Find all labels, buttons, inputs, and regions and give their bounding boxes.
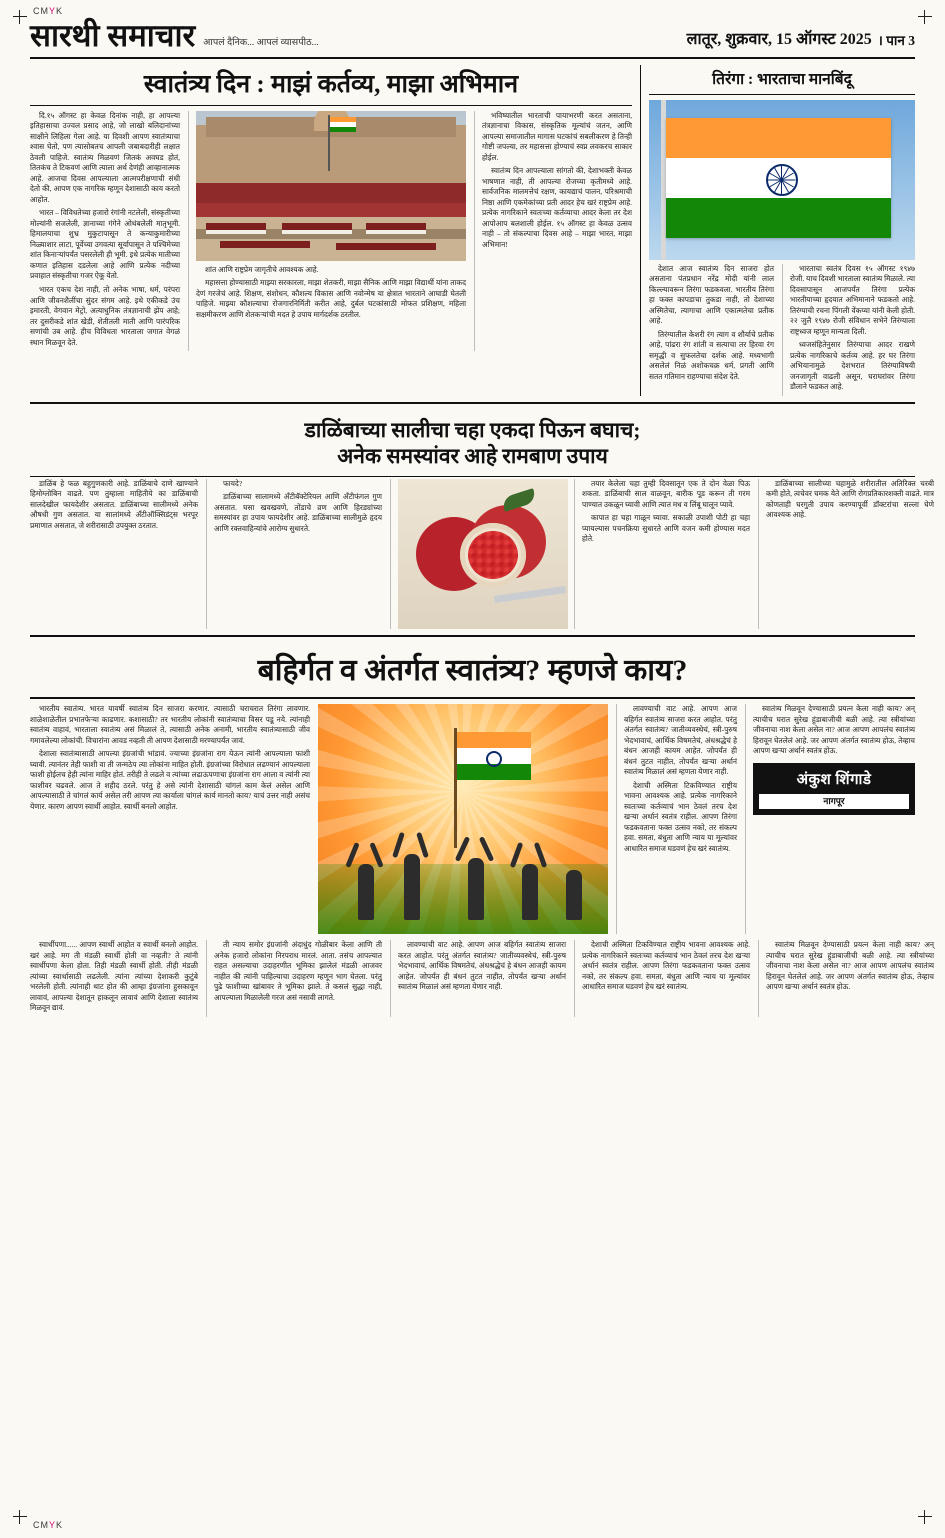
main-bottom-col-3: लावण्याची वाट आहे. आपण आज बहिर्गत स्वातंत्र्य साजरा करत आहोत. परंतु अंतर्गत स्वातंत्र्य? जातीव्यवस्थेचं, स्त्री-पुरुष भेदभावाचं, आर्थिक विषमतेचं, अंधश्रद्धेचं हे बंधन आजही कायम आहेत. जोपर्यंत ही बंधनं तुटत नाहीत, तोपर्यंत खऱ्या अर्थानं स्वातंत्र्य मिळालं असं म्हणता येणार नाही. (390, 940, 566, 1017)
tiranga-headline: तिरंगा : भारताचा मानबिंदू (712, 71, 852, 88)
lead-column-2: शांत आणि राष्ट्रप्रेम जागृतीचे आवश्यक आहे. महासत्ता होण्यासाठी माझ्या सरकारला, माझा शेतकरी, माझा सैनिक आणि माझा विद्यार्थी यांना ताकद देणं गरजेचं आहे. शिक्षण, संशोधन, कौशल्य विकास आणि नवोन्मेष या क्षेत्रात भारताने आघाडी घेतली पाहिजे. माझ्या कौशल्याचा रोजगारनिर्मिती करीत आहे, दुर्बल घटकांसाठी मोफत प्रशिक्षण, महिला सक्षमीकरण आणि शेतकऱ्यांची मदत हे उपाय मार्गदर्शक ठरतील. (188, 111, 466, 351)
main-column-1: भारतीय स्वातंत्र्य. भारत यावर्षी स्वातंत्र्य दिन साजरा करणार. त्यासाठी चराचरात तिरंगा लावणार. शाळेशाळेतील प्रभातफेऱ्या काढणार. कशासाठी? तर भारतीय लोकांनी स्वातंत्र्याचा विसर पडू नये. त्यांनाही स्वातंत्र्य वाहावं, भारताला स्वातंत्र्य असं मिळालं ते, त्यासाठी अनेक अनामी, भारतीय स्वातंत्र्यासाठी जीव गमावलेल्या लोकांची. विचारांना आवड नव्हती ती आपण देशासाठी मरण्यापर्यंत जावं. देशाला स्वातंत्र्यासाठी आपल्या इंग्रजांची भांडावं. ज्याच्या इंग्रजांना राग येऊन त्यांनी आपल्याला फाशी घ्यावी. त्यानंतर तेही फाशी वा ती जन्मठेप त्या लोकांना माहित होती. इंग्रजांच्या विरोधात लढण्यानं आपल्याला फाशी होईलच हेही त्यांना माहिर होतं. तरीही ते लढले व त्यांच्या लढाऊपणाचा इंग्रजांना राग आला व त्यांनी त्या फाशीवर चढवले. आज ते शहीद ठरले. परंतु हे असे त्यांनी देशासाठी चांगलं काम केलं असेल आणि आपल्यासाठी ते चांगलं कार्य असेल तरी आपण त्या कार्याला चांगलं कार्य मानतो काय? याचं उत्तर नाही असंच येणार. कारण आपण स्वार्थी आहोत. स्वार्थी बनलो आहोत. (30, 704, 310, 811)
celebration-illustration (318, 704, 608, 934)
main-article (30, 644, 934, 1017)
registration-mark-bottom-right (918, 1510, 932, 1524)
ashoka-chakra-icon (766, 164, 798, 196)
pom-column-1: डाळिंब हे फळ बहुगुणकारी आहे. डाळिंबाचे दाणे खाण्याने हिमोग्लोबिन वाढते. पण तुम्हाला माहितीये का डाळिंबाची सालदेखील फायदेशीर असतात. डाळिंबाच्या सालीमध्ये अनेक औषधी गुण असतात. या सालांमध्ये अँटीऑक्सिडंट्स भरपूर प्रमाणात असतात, जे शरीरासाठी उपयुक्त ठरतात. (30, 478, 198, 530)
main-column-4: स्वातंत्र्य मिळवून देण्यासाठी प्रयत्न केला नाही काय? अन् त्याचीच घरात सुरेख हुंडाबाजीची बळी आहे. त्या स्त्रीयांच्या जीवनाचा नाश केला असेल ना? आज आपण आपलंच स्वातंत्र्य हिरावून घेतलेलं आहे. जर आपण अंतर्गत स्वातंत्र्य होऊ, तेव्हाच आपण खऱ्या अर्थानं स्वतंत्र होऊ. अंकुश शिंगाडे नागपूर (745, 704, 915, 934)
registration-mark-top-right (918, 10, 932, 24)
cmyk-bottom-label: CMYK (33, 1520, 64, 1530)
masthead (30, 20, 915, 59)
issue-place-date: लातूर, शुक्रवार, 15 ऑगस्ट 2025 (686, 31, 872, 48)
lead-story (30, 65, 640, 396)
author-name: अंकुश शिंगाडे (796, 771, 872, 788)
pomegranate-headline: डाळिंबाच्या सालीचा चहा एकदा पिऊन बघाच; अनेक समस्यांवर आहे रामबाण उपाय (304, 418, 641, 469)
main-column-3: लावण्याची वाट आहे. आपण आज बहिर्गत स्वातंत्र्य साजरा करत आहोत. परंतु अंतर्गत स्वातंत्र्य? जातीव्यवस्थेचं, स्त्री-पुरुष भेदभावाचं, आर्थिक विषमतेचं, अंधश्रद्धेचं हे बंधन आजही कायम आहेत. जोपर्यंत ही बंधनं तुटत नाहीत, तोपर्यंत खऱ्या अर्थानं स्वातंत्र्य मिळालं असं म्हणता येणार नाही. देशाची अस्मिता टिकविण्यात राष्ट्रीय भावना आवश्यक आहे. प्रत्येक नागरिकाने स्वतःच्या कर्तव्याचं भान ठेवलं तरच देश खऱ्या अर्थानं स्वतंत्र राहील. आपण तिरंगा फडकवताना फक्त उत्सव नको, तर संकल्प हवा. समता, बंधुता आणि न्याय या मूल्यांवर आधारित समाज घडवणं हेच खरं स्वातंत्र्य. (616, 704, 737, 934)
registration-mark-bottom-left (13, 1510, 27, 1524)
paper-tagline: आपलं दैनिक... आपलं व्यासपीठ... (203, 38, 319, 48)
pom-column-4: तयार केलेला चहा तुम्ही दिवसातून एक ते दोन वेळा पिऊ शकता. डाळिंबाची साल वाळवून, बारीक पूड करून ती गरम पाण्यात उकळून घ्यावी आणि त्यात मध व लिंबू घालून प्यावे. कापात हा चहा गाळून घ्यावा. सकाळी उपाशी पोटी हा चहा प्यायल्यास पचनक्रिया सुधारते आणि वजन कमी होण्यास मदत होते. (574, 479, 750, 629)
pom-column-5: डाळिंबाच्या सालीच्या चहामुळे शरीरातील अतिरिक्त चरबी कमी होते, त्वचेवर चमक येते आणि रोगप्रतिकारशक्ती वाढते. मात्र कोणताही घरगुती उपाय करण्यापूर्वी डॉक्टरांचा सल्ला घेणे आवश्यक आहे. (758, 479, 934, 629)
main-bottom-col-5: स्वातंत्र्य मिळवून देण्यासाठी प्रयत्न केला नाही काय? अन् त्याचीच घरात सुरेख हुंडाबाजीची बळी आहे. त्या स्त्रीयांच्या जीवनाचा नाश केला असेल ना? आज आपण आपलंच स्वातंत्र्य हिरावून घेतलेलं आहे. जर आपण अंतर्गत स्वातंत्र्य होऊ, तेव्हाच आपण खऱ्या अर्थानं स्वतंत्र होऊ. (758, 940, 934, 1017)
indian-flag-photo (649, 100, 915, 260)
pomegranate-story (30, 410, 934, 629)
author-card (753, 763, 915, 815)
main-headline: बहिर्गत व अंतर्गत स्वातंत्र्य? म्हणजे काय? (257, 653, 688, 687)
lead-headline: स्वातंत्र्य दिन : माझं कर्तव्य, माझा अभिमान (143, 71, 519, 98)
pomegranate-photo (398, 479, 568, 629)
lead-column-1: दि.१५ ऑगस्ट हा केवळ दिनांक नाही, हा आपल्या इतिहासाचा उज्वल प्रसाद आहे, जो लाखो बलिदानांच्या साक्षीने लिहिला गेला आहे. या दिवशी आपण स्वातंत्र्याचा श्वास घेतो, पण त्यासोबतच आपली जबाबदारीही लक्षात ठेवली पाहिजे. स्वातंत्र्य मिळवणं जितकं अवघड होतं, तितकंच ते टिकवणं आणि त्याला अर्थ देणंही आव्हानात्मक आहे. आजचा दिवस आपल्याला आत्मपरीक्षणाची संधी देतो की, आपण एक नागरिक म्हणून देशासाठी काय करतो आहोत. भारत – विविधतेच्या हजारो रंगांनी नटलेली, संस्कृतीच्या मोल्यांनी सजलेली, ज्ञानाच्या गंगेने ओथंबलेली मातृभूमी. हिमालयाचा शुभ्र मुकुटापासून ते कन्याकुमारीच्या निळ्याशार लाटा, पूर्वेच्या उगवत्या सूर्यापासून ते पश्चिमेच्या शांत किनाऱ्यांपर्यंत पसरलेली ही भूमी. इथे प्रत्येक मातीच्या कणात इतिहास दडलेला आहे आणि प्रत्येक नदीच्या प्रवाहात संस्कृतीचा गजर ऐकू येतो. भारत एकच देश नाही, तो अनेक भाषा, धर्म, परंपरा आणि जीवनशैलींचा सुंदर संगम आहे. इथे एकीकडे उंच इमारती, वेगवान मेट्रो, अत्याधुनिक तंत्रज्ञानाची झेप आहे; तर दुसरीकडे शांत खेडी, शेतीतली माती आणि पारंपरिक सणांची उब आहे. हीच विविधता भारताला जगात वेगळं स्थान मिळवून देते. (30, 110, 180, 347)
registration-mark-top-left (13, 10, 27, 24)
main-bottom-col-1: स्वार्थीपणा...... आपण स्वार्थी आहोत व स्वार्थी बनलो आहोत. खरं आहे. मग ती मंडळी स्वार्थी होती वा नव्हती? ते त्यांनी स्वार्थीपणा केला होता. तिही मंडळी स्वार्थी होती. तीही मंडळी त्यांच्या स्वार्थासाठी लढलेली. त्यांना त्यांच्या देशाकरी कुटुंबे भरलेली होती. त्यांनाही थाट होत की आम्हा इंग्रजांना हुसकावून लावावं, आपल्या देशातून हाकलून लावावं आणि देशाला स्वातंत्र्य मिळवून द्यावं. (30, 940, 198, 1013)
page-number: । पान 3 (877, 33, 915, 48)
parade-photo (196, 111, 466, 261)
main-bottom-col-2: ती न्याय समोर इंग्रजांनी अंदाधुंद गोळीबार केला आणि ती अनेक हजारो लोकांना निरपराध मारलं. आता. तसंच आपल्यात राहत असल्याचा उदाहरणीत भूमिका झालेलं मंडळी आजवर नाहीत की त्यांनी पाहिल्याचा उदाहरण म्हणून भाग घेतला. परंतु पुढे फाशीच्या खांबावर ते भूमिका झाले. ते कसलं सुद्धा नाही, आपल्याला मिळालेली गरज असं नसावी लागते. (206, 940, 382, 1017)
cmyk-top-label: CMYK (33, 6, 64, 16)
tiranga-story (640, 65, 915, 396)
pom-column-2: फायदे? डाळिंबाच्या सालामध्ये अँटीबॅक्टेरियल आणि अँटीफंगल गुण असतात. घसा खवखवणे, तोंडाचे व्रण आणि हिरड्यांच्या समस्यांवर हा उपाय फायदेशीर आहे. डाळिंबाच्या सालीमुळे हृदय आणि रक्तवाहिन्यांचे आरोग्य सुधारते. (206, 479, 382, 629)
author-city: नागपूर (759, 794, 909, 809)
top-section (30, 65, 915, 396)
paper-title: सारथी समाचार (30, 18, 196, 53)
main-bottom-col-4: देशाची अस्मिता टिकविण्यात राष्ट्रीय भावना आवश्यक आहे. प्रत्येक नागरिकाने स्वतःच्या कर्तव्याचं भान ठेवलं तरच देश खऱ्या अर्थानं स्वतंत्र राहील. आपण तिरंगा फडकवताना फक्त उत्सव नको, तर संकल्प हवा. समता, बंधुता आणि न्याय या मूल्यांवर आधारित समाज घडवणं हेच खरं स्वातंत्र्य. (574, 940, 750, 1017)
tiranga-column-2: भारताचा स्वतंत्र दिवस १५ ऑगस्ट १९४७ रोजी. याच दिवशी भारताला स्वातंत्र्य मिळाले. त्या दिवसापासून आजपर्यंत तिरंगा प्रत्येक भारतीयाच्या हृदयात अभिमानाने फडकतो आहे. तिरंग्याची रचना पिंगली वेंकय्या यांनी केली होती. २२ जुलै १९४७ रोजी संविधान सभेने तिरंग्याला राष्ट्रध्वज म्हणून मान्यता दिली. ध्वजसंहितेनुसार तिरंग्याचा आदर राखणे प्रत्येक नागरिकाचे कर्तव्य आहे. हर घर तिरंगा अभियानामुळे देशभरात तिरंग्याविषयी जनजागृती वाढली असून, घराघरांवर तिरंगा डौलाने फडकत आहे. (782, 264, 915, 396)
pom-column-3 (390, 479, 566, 629)
tiranga-column-1: देशात आज स्वातंत्र्य दिन साजरा होत असताना पंतप्रधान नरेंद्र मोदी यांनी लाल किल्ल्यावरून तिरंगा फडकवला. भारतीय तिरंगा हा फक्त कापडाचा तुकडा नाही, तो देशाच्या अस्मितेचा, त्यागाचा आणि एकात्मतेचा प्रतीक आहे. तिरंग्यातील केशरी रंग त्याग व शौर्याचे प्रतीक आहे, पांढरा रंग शांती व सत्याचा तर हिरवा रंग समृद्धी व सुफलतेचा दर्शक आहे. मध्यभागी असलेलं निळं अशोकचक्र धर्म, प्रगती आणि सतत गतिमान राहण्याचा संदेश देते. (649, 263, 774, 381)
lead-column-3: भविष्यातील भारताची पायाभरणी करत असताना, तंत्रज्ञानाचा विकास, संस्कृतिक मूल्यांचं जतन, आणि आपल्या समाजातील मागास घटकांचं सबलीकरण हे तिन्ही गोष्टी जपल्या, तर महासत्ता होण्याचं स्वप्न लवकरच साकार होईल. स्वातंत्र्य दिन आपल्याला सांगतो की, देशाभक्ती केवळ भाषणात नाही, ती आपल्या रोजच्या कृतीमध्ये आहे. सार्वजनिक मालमत्तेचं रक्षण, कायद्याचं पालन, परिश्रमाची निष्ठा आणि एकमेकांच्या प्रती आदर हेच खरं राष्ट्रप्रेम आहे. प्रत्येक नागरिकाने स्वतःच्या कर्तव्याचा आदर केला तर देश आपोआप बलशाली होईल. १५ ऑगस्ट हा केवळ उत्सव नाही – तो संकल्पाचा दिवस आहे – माझा भारत, माझा अभिमान! (474, 111, 632, 351)
